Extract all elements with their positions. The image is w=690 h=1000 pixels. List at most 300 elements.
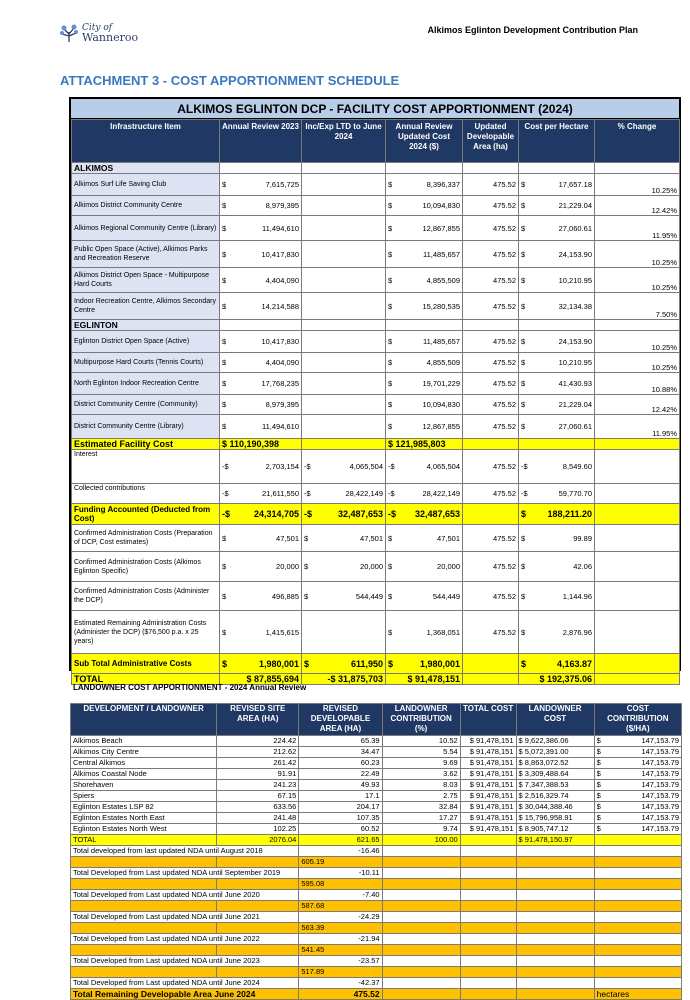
- empty-cell: [516, 934, 594, 945]
- cost-per-hectare: [519, 450, 595, 484]
- percent-change: 10.25%: [595, 268, 680, 293]
- column-header: Updated Developable Area (ha): [463, 120, 519, 163]
- currency-symbol: -$: [304, 462, 311, 471]
- remaining-area-row: [71, 879, 682, 890]
- currency-symbol: $: [521, 562, 526, 571]
- amount: 15,280,535: [422, 301, 460, 311]
- currency-symbol: $: [596, 758, 601, 767]
- inc-exp-cell: [302, 241, 386, 268]
- currency-symbol: $: [222, 591, 227, 601]
- table-row: [72, 196, 680, 216]
- amount: 24,153.90: [558, 337, 592, 346]
- empty-cell: [382, 956, 460, 967]
- inc-exp: [302, 525, 386, 552]
- developed-delta: -42.37: [299, 978, 382, 989]
- contribution-percent: 32.84: [382, 802, 460, 813]
- amount: 20,000: [360, 562, 383, 571]
- developed-delta: -16.46: [299, 846, 382, 857]
- percent-change: 7.50%: [595, 293, 680, 320]
- annual-review-2023: [220, 196, 302, 216]
- cost-per-hectare: [519, 525, 595, 552]
- amount: 12,867,855: [422, 223, 460, 233]
- amount: 11,494,610: [262, 422, 299, 431]
- currency-symbol: $: [596, 791, 601, 800]
- site-area: 261.42: [217, 758, 299, 769]
- inc-exp-cell: [302, 216, 386, 241]
- landowner-cost: $ 2,516,329.74: [516, 791, 594, 802]
- landowner-row: [71, 824, 682, 835]
- developable-area: 475.52: [463, 450, 519, 484]
- annual-review-2023: $ 87,855,694: [220, 674, 302, 685]
- empty-cell: [217, 945, 299, 956]
- site-area: 224.42: [217, 736, 299, 747]
- currency-symbol: $: [304, 562, 309, 571]
- developable-area: 475.52: [463, 174, 519, 196]
- amount: 47,501: [437, 533, 460, 543]
- cost-contribution: [594, 791, 681, 802]
- row-label: Estimated Facility Cost: [72, 439, 220, 450]
- funding-accounted-row: [72, 504, 680, 525]
- empty-cell: [519, 439, 595, 450]
- updated-cost: [386, 525, 463, 552]
- currency-symbol: $: [521, 223, 526, 233]
- empty-cell: [594, 879, 681, 890]
- empty-cell: [516, 879, 594, 890]
- remaining-area-row: [71, 923, 682, 934]
- column-header: LANDOWNER CONTRIBUTION (%): [382, 704, 460, 736]
- history-label: Total Developed from Last updated NDA until June 2023: [71, 956, 299, 967]
- currency-symbol: $: [521, 249, 526, 259]
- empty-cell: [594, 945, 681, 956]
- currency-symbol: $: [388, 201, 393, 210]
- developable-area: 475.52: [463, 611, 519, 654]
- empty-cell: [220, 163, 302, 174]
- currency-symbol: $: [521, 358, 526, 367]
- developed-history-row: [71, 934, 682, 945]
- annual-review-2023: [220, 373, 302, 395]
- row-label: Total Remaining Developable Area June 2024: [71, 989, 299, 1000]
- empty-cell: [516, 890, 594, 901]
- cost-per-hectare: $ 192,375.06: [519, 674, 595, 685]
- remaining-area-row: [71, 945, 682, 956]
- empty-cell: [594, 901, 681, 912]
- empty-cell: [460, 945, 516, 956]
- developable-area: 60.23: [299, 758, 382, 769]
- empty-cell: [594, 923, 681, 934]
- developable-area: 17.1: [299, 791, 382, 802]
- developed-delta: -10.11: [299, 868, 382, 879]
- currency-symbol: -$: [388, 462, 395, 471]
- cost-per-hectare: [519, 196, 595, 216]
- amount: 11,494,610: [262, 223, 299, 233]
- empty-cell: [594, 835, 681, 846]
- currency-symbol: -$: [222, 489, 229, 498]
- currency-symbol: $: [388, 275, 393, 285]
- unit-label: hectares: [594, 989, 681, 1000]
- inc-exp: [302, 654, 386, 674]
- developable-area: 621.65: [299, 835, 382, 846]
- empty-cell: [516, 923, 594, 934]
- item-name: Indoor Recreation Centre, Alkimos Secondary Centre: [72, 293, 220, 320]
- updated-cost: [386, 241, 463, 268]
- remaining-area: 563.39: [299, 923, 382, 934]
- developable-area: 49.93: [299, 780, 382, 791]
- amount: 8,396,337: [426, 180, 460, 189]
- currency-symbol: $: [388, 358, 393, 367]
- amount: 147,153.79: [641, 758, 679, 767]
- empty-cell: [382, 967, 460, 978]
- currency-symbol: $: [521, 533, 526, 543]
- currency-symbol: $: [222, 658, 228, 669]
- empty-cell: [463, 320, 519, 331]
- amount: 11,485,657: [423, 337, 460, 346]
- landowner-row: [71, 791, 682, 802]
- landowner-name: Central Alkimos: [71, 758, 217, 769]
- currency-symbol: -$: [521, 462, 528, 471]
- amount: 147,153.79: [641, 769, 679, 778]
- empty-cell: [595, 320, 680, 331]
- developable-area: 475.52: [463, 331, 519, 353]
- developable-area: 475.52: [463, 216, 519, 241]
- amount: 42.06: [573, 562, 592, 571]
- landowner-name: Spiers: [71, 791, 217, 802]
- item-name: Alkimos District Open Space - Multipurpose Hard Courts: [72, 268, 220, 293]
- inc-exp-cell: [302, 373, 386, 395]
- amount: 10,210.95: [558, 358, 592, 367]
- currency-symbol: -$: [304, 509, 313, 519]
- cost-per-hectare: [519, 216, 595, 241]
- empty-cell: [594, 934, 681, 945]
- empty-cell: [595, 674, 680, 685]
- currency-symbol: $: [222, 533, 227, 543]
- percent-change: 10.25%: [595, 331, 680, 353]
- percent-change: 12.42%: [595, 395, 680, 415]
- annual-review-2023: [220, 331, 302, 353]
- row-label: Collected contributions: [72, 484, 220, 504]
- empty-cell: [595, 611, 680, 654]
- currency-symbol: -$: [521, 489, 528, 498]
- cost-per-hectare: [519, 241, 595, 268]
- landowner-row: [71, 736, 682, 747]
- amount: 147,153.79: [641, 824, 679, 833]
- developed-history-row: [71, 890, 682, 901]
- contribution-percent: 8.03: [382, 780, 460, 791]
- updated-cost: [386, 582, 463, 611]
- annual-review-2023: [220, 174, 302, 196]
- empty-cell: [460, 923, 516, 934]
- amount: 147,153.79: [641, 802, 679, 811]
- percent-change: 11.95%: [595, 415, 680, 439]
- developable-area: 475.52: [463, 196, 519, 216]
- inc-exp-cell: [302, 268, 386, 293]
- currency-symbol: $: [222, 562, 227, 571]
- developable-area: 60.52: [299, 824, 382, 835]
- currency-symbol: $: [222, 301, 227, 311]
- item-name: Confirmed Administration Costs (Preparation of DCP, Cost estimates): [72, 525, 220, 552]
- empty-cell: [460, 912, 516, 923]
- amount: 24,153.90: [558, 249, 592, 259]
- empty-cell: [217, 923, 299, 934]
- logo-line2: Wanneroo: [82, 31, 139, 44]
- cost-per-hectare: [519, 174, 595, 196]
- annual-review-2023: [220, 582, 302, 611]
- developable-area: 34.47: [299, 747, 382, 758]
- empty-cell: [460, 879, 516, 890]
- column-header: Infrastructure Item: [72, 120, 220, 163]
- percent-change: 10.25%: [595, 174, 680, 196]
- table-row: [72, 268, 680, 293]
- final-remaining-row: [71, 989, 682, 1000]
- landowner-cost: $ 8,905,747.12: [516, 824, 594, 835]
- percent-change: 10.88%: [595, 373, 680, 395]
- history-label: Total developed from last updated NDA until August 2018: [71, 846, 299, 857]
- contribution-percent: 3.62: [382, 769, 460, 780]
- currency-symbol: $: [222, 358, 227, 367]
- landowner-total-row: [71, 835, 682, 846]
- amount: 147,153.79: [641, 780, 679, 789]
- currency-symbol: $: [222, 400, 227, 409]
- currency-symbol: $: [388, 180, 393, 189]
- amount: 147,153.79: [641, 747, 679, 756]
- landowner-row: [71, 813, 682, 824]
- amount: 1,368,051: [426, 627, 460, 637]
- currency-symbol: -$: [388, 509, 397, 519]
- currency-symbol: $: [388, 533, 393, 543]
- amount: 27,060.61: [558, 223, 592, 233]
- empty-cell: [463, 439, 519, 450]
- amount: 47,501: [360, 533, 383, 543]
- column-header: REVISED SITE AREA (HA): [217, 704, 299, 736]
- item-name: Confirmed Administration Costs (Administer the DCP): [72, 582, 220, 611]
- amount: 4,855,509: [426, 275, 460, 285]
- updated-cost: [386, 654, 463, 674]
- currency-symbol: $: [222, 627, 227, 637]
- developable-area: 475.52: [463, 373, 519, 395]
- item-name: Eglinton District Open Space (Active): [72, 331, 220, 353]
- contribution-percent: 17.27: [382, 813, 460, 824]
- developable-area: 475.52: [463, 293, 519, 320]
- landowner-table-title: LANDOWNER COST APPORTIONMENT - 2024 Annual Review: [73, 683, 307, 692]
- empty-cell: [595, 439, 680, 450]
- empty-cell: [382, 978, 460, 989]
- empty-cell: [460, 989, 516, 1000]
- site-area: 102.25: [217, 824, 299, 835]
- inc-exp: [302, 552, 386, 582]
- developable-area: 475.52: [463, 582, 519, 611]
- landowner-row: [71, 769, 682, 780]
- inc-exp-cell: [302, 611, 386, 654]
- currency-symbol: $: [596, 747, 601, 756]
- cost-per-hectare: [519, 611, 595, 654]
- amount: 1,980,001: [258, 658, 299, 669]
- history-label: Total Developed from Last updated NDA until June 2021: [71, 912, 299, 923]
- developable-area: 475.52: [463, 484, 519, 504]
- admin-cost-row: [72, 525, 680, 552]
- column-header: Cost per Hectare: [519, 120, 595, 163]
- empty-cell: [460, 868, 516, 879]
- annual-review-2023: [220, 241, 302, 268]
- empty-cell: [71, 879, 217, 890]
- landowner-cost: $ 91,478,150.97: [516, 835, 594, 846]
- empty-cell: [382, 890, 460, 901]
- empty-cell: [382, 857, 460, 868]
- cost-per-hectare: [519, 268, 595, 293]
- estimated-facility-cost-row: [72, 439, 680, 450]
- column-header: DEVELOPMENT / LANDOWNER: [71, 704, 217, 736]
- amount: 8,979,395: [265, 201, 299, 210]
- table-row: [72, 174, 680, 196]
- empty-cell: [595, 163, 680, 174]
- empty-cell: [460, 967, 516, 978]
- annual-review-2023: [220, 293, 302, 320]
- landowner-row: [71, 758, 682, 769]
- admin-cost-row: [72, 552, 680, 582]
- interest-row: [72, 450, 680, 484]
- amount: 611,950: [350, 658, 383, 669]
- currency-symbol: $: [222, 201, 227, 210]
- inc-exp: [302, 450, 386, 484]
- updated-cost: $ 91,478,151: [386, 674, 463, 685]
- empty-cell: [594, 978, 681, 989]
- annual-review-2023: [220, 415, 302, 439]
- empty-cell: [302, 439, 386, 450]
- row-label: TOTAL: [71, 835, 217, 846]
- empty-cell: [217, 967, 299, 978]
- total-cost: $ 91,478,151: [460, 824, 516, 835]
- updated-cost: [386, 174, 463, 196]
- amount: 544,449: [355, 591, 383, 601]
- amount: 20,000: [276, 562, 299, 571]
- amount: 10,417,830: [261, 249, 299, 259]
- amount: 12,867,855: [422, 422, 460, 431]
- amount: 59,770.70: [558, 489, 592, 498]
- remaining-area: 475.52: [299, 989, 382, 1000]
- remaining-area-row: [71, 967, 682, 978]
- amount: 17,657.18: [558, 180, 592, 189]
- table-row: [72, 216, 680, 241]
- developed-delta: -23.57: [299, 956, 382, 967]
- developable-area: 475.52: [463, 395, 519, 415]
- empty-cell: [217, 901, 299, 912]
- percent-change: 10.25%: [595, 241, 680, 268]
- site-area: 633.56: [217, 802, 299, 813]
- contribution-percent: 9.69: [382, 758, 460, 769]
- landowner-row: [71, 780, 682, 791]
- landowner-name: Eglinton Estates North East: [71, 813, 217, 824]
- table-row: [72, 293, 680, 320]
- amount: 28,422,149: [345, 489, 383, 498]
- empty-cell: [516, 901, 594, 912]
- table-row: [72, 353, 680, 373]
- cost-contribution: [594, 747, 681, 758]
- annual-review-2023: [220, 395, 302, 415]
- cost-per-hectare: [519, 415, 595, 439]
- percent-change: 10.25%: [595, 353, 680, 373]
- currency-symbol: $: [388, 562, 393, 571]
- site-area: 2076.04: [217, 835, 299, 846]
- amount: 21,229.04: [558, 201, 592, 210]
- cost-per-hectare: [519, 331, 595, 353]
- item-name: Public Open Space (Active), Alkimos Parks and Recreation Reserve: [72, 241, 220, 268]
- empty-cell: [382, 846, 460, 857]
- total-cost: $ 91,478,151: [460, 813, 516, 824]
- updated-cost: [386, 611, 463, 654]
- amount: 4,855,509: [426, 358, 460, 367]
- empty-cell: [302, 320, 386, 331]
- amount: 1,144.96: [562, 591, 592, 601]
- inc-exp-cell: [302, 331, 386, 353]
- empty-cell: [463, 163, 519, 174]
- item-name: North Eglinton Indoor Recreation Centre: [72, 373, 220, 395]
- developable-area: 22.49: [299, 769, 382, 780]
- currency-symbol: $: [388, 301, 393, 311]
- updated-cost: [386, 353, 463, 373]
- updated-cost: [386, 331, 463, 353]
- currency-symbol: $: [222, 275, 227, 285]
- row-label: Interest: [72, 450, 220, 484]
- amount: 8,549.60: [562, 462, 592, 471]
- empty-cell: [594, 956, 681, 967]
- amount: 1,415,615: [265, 627, 299, 637]
- updated-cost: [386, 450, 463, 484]
- cost-per-hectare: [519, 373, 595, 395]
- currency-symbol: $: [388, 627, 393, 637]
- landowner-cost: $ 30,044,388.46: [516, 802, 594, 813]
- annual-review-2023: [220, 552, 302, 582]
- cost-contribution: [594, 736, 681, 747]
- developable-area: 475.52: [463, 552, 519, 582]
- amount: 20,000: [437, 562, 460, 571]
- remaining-area-row: [71, 901, 682, 912]
- page-header: [0, 0, 690, 60]
- developable-area: 475.52: [463, 525, 519, 552]
- amount: 32,487,653: [414, 509, 460, 519]
- city-logo: [58, 22, 138, 44]
- currency-symbol: $: [521, 180, 526, 189]
- inc-exp-cell: [302, 196, 386, 216]
- currency-symbol: $: [596, 802, 601, 811]
- row-label: Funding Accounted (Deducted from Cost): [72, 504, 220, 525]
- annual-review-2023: $ 110,190,398: [220, 439, 302, 450]
- updated-cost: [386, 484, 463, 504]
- annual-review-2023: [220, 484, 302, 504]
- table-row: [72, 331, 680, 353]
- developed-history-row: [71, 956, 682, 967]
- empty-cell: [382, 945, 460, 956]
- cost-per-hectare: [519, 484, 595, 504]
- remaining-area: 605.19: [299, 857, 382, 868]
- landowner-cost: $ 5,072,391.00: [516, 747, 594, 758]
- updated-cost: [386, 552, 463, 582]
- empty-cell: [516, 912, 594, 923]
- empty-cell: [71, 901, 217, 912]
- currency-symbol: $: [388, 422, 393, 431]
- currency-symbol: $: [304, 658, 310, 669]
- currency-symbol: $: [388, 337, 393, 346]
- landowner-cost: $ 3,309,488.64: [516, 769, 594, 780]
- column-header: Annual Review Updated Cost 2024 ($): [386, 120, 463, 163]
- total-cost: $ 91,478,151: [460, 769, 516, 780]
- currency-symbol: $: [596, 769, 601, 778]
- annual-review-2023: [220, 654, 302, 674]
- empty-cell: [595, 450, 680, 484]
- currency-symbol: -$: [304, 489, 311, 498]
- empty-cell: [595, 654, 680, 674]
- currency-symbol: $: [596, 780, 601, 789]
- currency-symbol: $: [222, 379, 227, 388]
- currency-symbol: $: [521, 422, 526, 431]
- currency-symbol: $: [388, 223, 393, 233]
